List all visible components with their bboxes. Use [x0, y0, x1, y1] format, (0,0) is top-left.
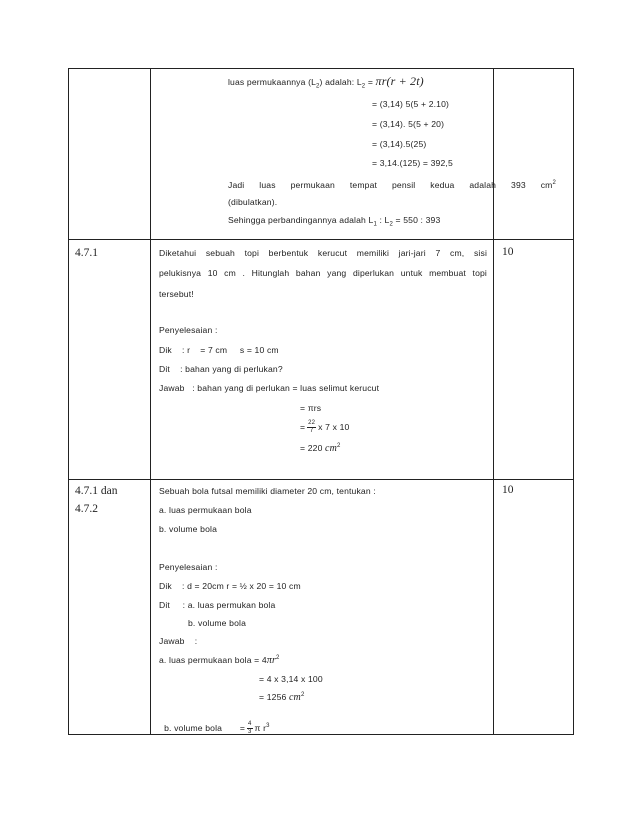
table-border-bottom	[68, 734, 574, 735]
surface-area-line: a. luas permukaan bola = $4\pi r^2$	[159, 655, 280, 666]
equation-3: = 220 $cm^2$	[300, 443, 341, 454]
table-border-left	[68, 68, 69, 735]
answer-line: Jawab : bahan yang di perlukan = luas selimut kerucut	[159, 383, 380, 393]
question-line-1: Sebuah bola futsal memiliki diameter 20 cm, tentukan :	[159, 486, 376, 496]
equation-1: = πrs	[300, 403, 322, 413]
rubric-table	[68, 68, 574, 735]
table-border-top	[68, 68, 574, 69]
row-divider-2	[68, 479, 574, 480]
surface-area-step-1: = 4 x 3,14 x 100	[259, 674, 323, 684]
surface-area-formula: luas permukaannya $(L_2)$ adalah: $L_2 = \pi r(r + 2t)$	[228, 74, 424, 90]
calc-step-2: = (3,14). 5(5 + 20)	[372, 119, 445, 129]
answer-line: Jawab :	[159, 636, 198, 646]
column-divider-1	[150, 68, 151, 735]
fraction-4-3: $\frac{4}{3}$	[248, 721, 252, 735]
calc-step-4: = 3,14.(125) = 392,5	[372, 158, 453, 168]
volume-line: b. volume bola = $\frac{4}{3}$ π $r^3$	[164, 721, 270, 735]
score: 10	[502, 246, 514, 258]
asked-value: Dit : a. luas permukan bola	[159, 600, 276, 610]
indicator-code: 4.7.1	[75, 247, 98, 259]
calc-step-1: = (3,14) 5(5 + 2.10)	[372, 99, 450, 109]
row-divider-1	[68, 239, 574, 240]
calc-step-3: = (3,14).5(25)	[372, 139, 427, 149]
question-line-2: pelukisnya 10 cm . Hitunglah bahan yang diperlukan untuk membuat topi	[159, 268, 487, 278]
fraction-22-7: $\frac{22}{7}$	[308, 420, 316, 434]
ratio-line: Sehingga perbandingannya adalah $L_1$ : $L_2 = 550$ : 393	[228, 215, 441, 228]
score: 10	[502, 484, 514, 496]
conclusion-rounded: (dibulatkan).	[228, 197, 278, 207]
solution-title: Penyelesaian :	[159, 325, 218, 335]
conclusion-line: Jadi luas permukaan tempat pensil kedua adalah 393 $cm^2$	[228, 180, 556, 190]
question-line-3: tersebut!	[159, 289, 194, 299]
question-part-a: a. luas permukaan bola	[159, 505, 252, 515]
equation-2: = $\frac{22}{7}$ x 7 x 10	[300, 420, 350, 434]
indicator-code: 4.7.1 dan 4.7.2	[75, 485, 118, 515]
question-part-b: b. volume bola	[159, 524, 217, 534]
asked-value-b: b. volume bola	[188, 618, 246, 628]
column-divider-2	[493, 68, 494, 735]
known-values: Dik : r = 7 cm s = 10 cm	[159, 345, 279, 355]
question-line-1: Diketahui sebuah topi berbentuk kerucut memiliki jari-jari 7 cm, sisi	[159, 248, 487, 258]
surface-area-step-2: = 1256 $cm^2$	[259, 692, 305, 703]
table-border-right	[573, 68, 574, 735]
solution-title: Penyelesaian :	[159, 562, 218, 572]
known-values: Dik : d = 20cm r = ½ x 20 = 10 cm	[159, 581, 301, 591]
asked-value: Dit : bahan yang di perlukan?	[159, 364, 283, 374]
